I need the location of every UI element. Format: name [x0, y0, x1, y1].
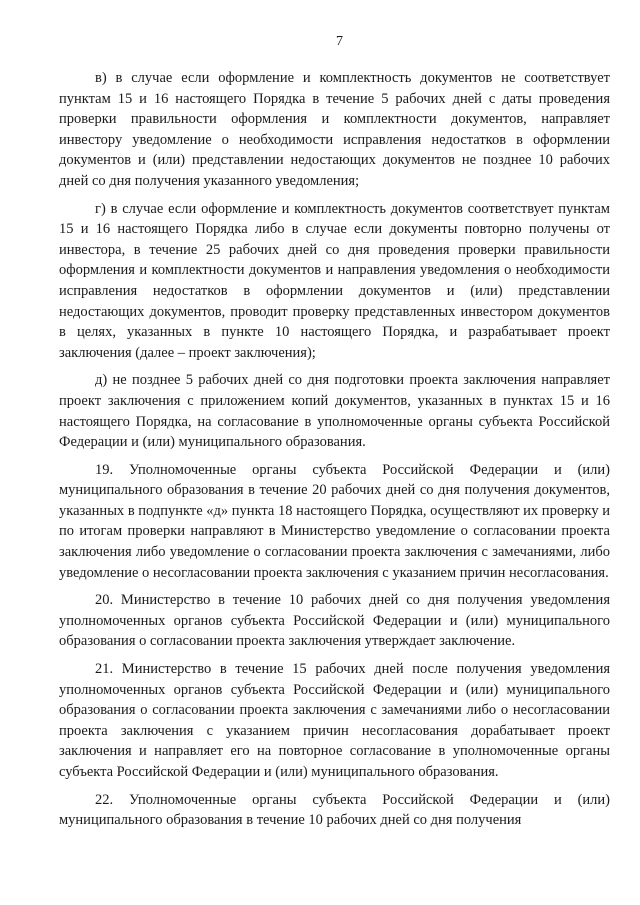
paragraph-18g: г) в случае если оформление и комплектность документов соответствует пунктам 15 и 16 настоящего Порядка либо в случае если документы повторно получены от инвестора, в течение 25 рабочих дней со дня проведения проверки правильности оформления и комплектности документов и направления уведомления о необходимости исправления недостатков в оформлении документов и (или) представлении недостающих документов, проводит проверку представленных инвестором документов в целях, указанных в пункте 10 настоящего Порядка, и разрабатывает проект заключения (далее – проект заключения);	[59, 200, 610, 361]
paragraph-22: 22. Уполномоченные органы субъекта Российской Федерации и (или) муниципального образования в течение 10 рабочих дней со дня получения	[59, 791, 610, 829]
paragraph-21: 21. Министерство в течение 15 рабочих дней после получения уведомления уполномоченных органов субъекта Российской Федерации и (или) муниципального образования о согласовании проекта заключения с замечаниями либо о несогласовании проекта заключения с указанием причин несогласования дорабатывает проект заключения и направляет его на повторное согласование в уполномоченные органы субъекта Российской Федерации и (или) муниципального образования.	[59, 661, 610, 780]
paragraph-20: 20. Министерство в течение 10 рабочих дней со дня получения уведомления уполномоченных органов субъекта Российской Федерации и (или) муниципального образования о согласовании проекта заключения утверждает заключение.	[59, 592, 610, 650]
paragraph-18v: в) в случае если оформление и комплектность документов не соответствует пунктам 15 и 16 настоящего Порядка в течение 5 рабочих дней с даты проведения проверки правильности оформления и комплектности документов, направляет инвестору уведомление о необходимости исправления недостатков в оформлении документов и (или) представлении недостающих документов не позднее 10 рабочих дней со дня получения указанного уведомления;	[59, 70, 610, 189]
page-number: 7	[336, 34, 343, 49]
paragraph-19: 19. Уполномоченные органы субъекта Российской Федерации и (или) муниципального образования в течение 20 рабочих дней со дня получения документов, указанных в подпункте «д» пункта 18 настоящего Порядка, осуществляют их проверку и по итогам проверки направляют в Министерство уведомление о согласовании проекта заключения либо уведомление о согласовании проекта заключения с замечаниями, либо уведомление о несогласовании проекта заключения с указанием причин несогласования.	[59, 461, 610, 581]
paragraph-18d: д) не позднее 5 рабочих дней со дня подготовки проекта заключения направляет проект заключения с приложением копий документов, указанных в пунктах 15 и 16 настоящего Порядка, на согласование в уполномоченные органы субъекта Российской Федерации и (или) муниципального образования.	[59, 372, 610, 451]
